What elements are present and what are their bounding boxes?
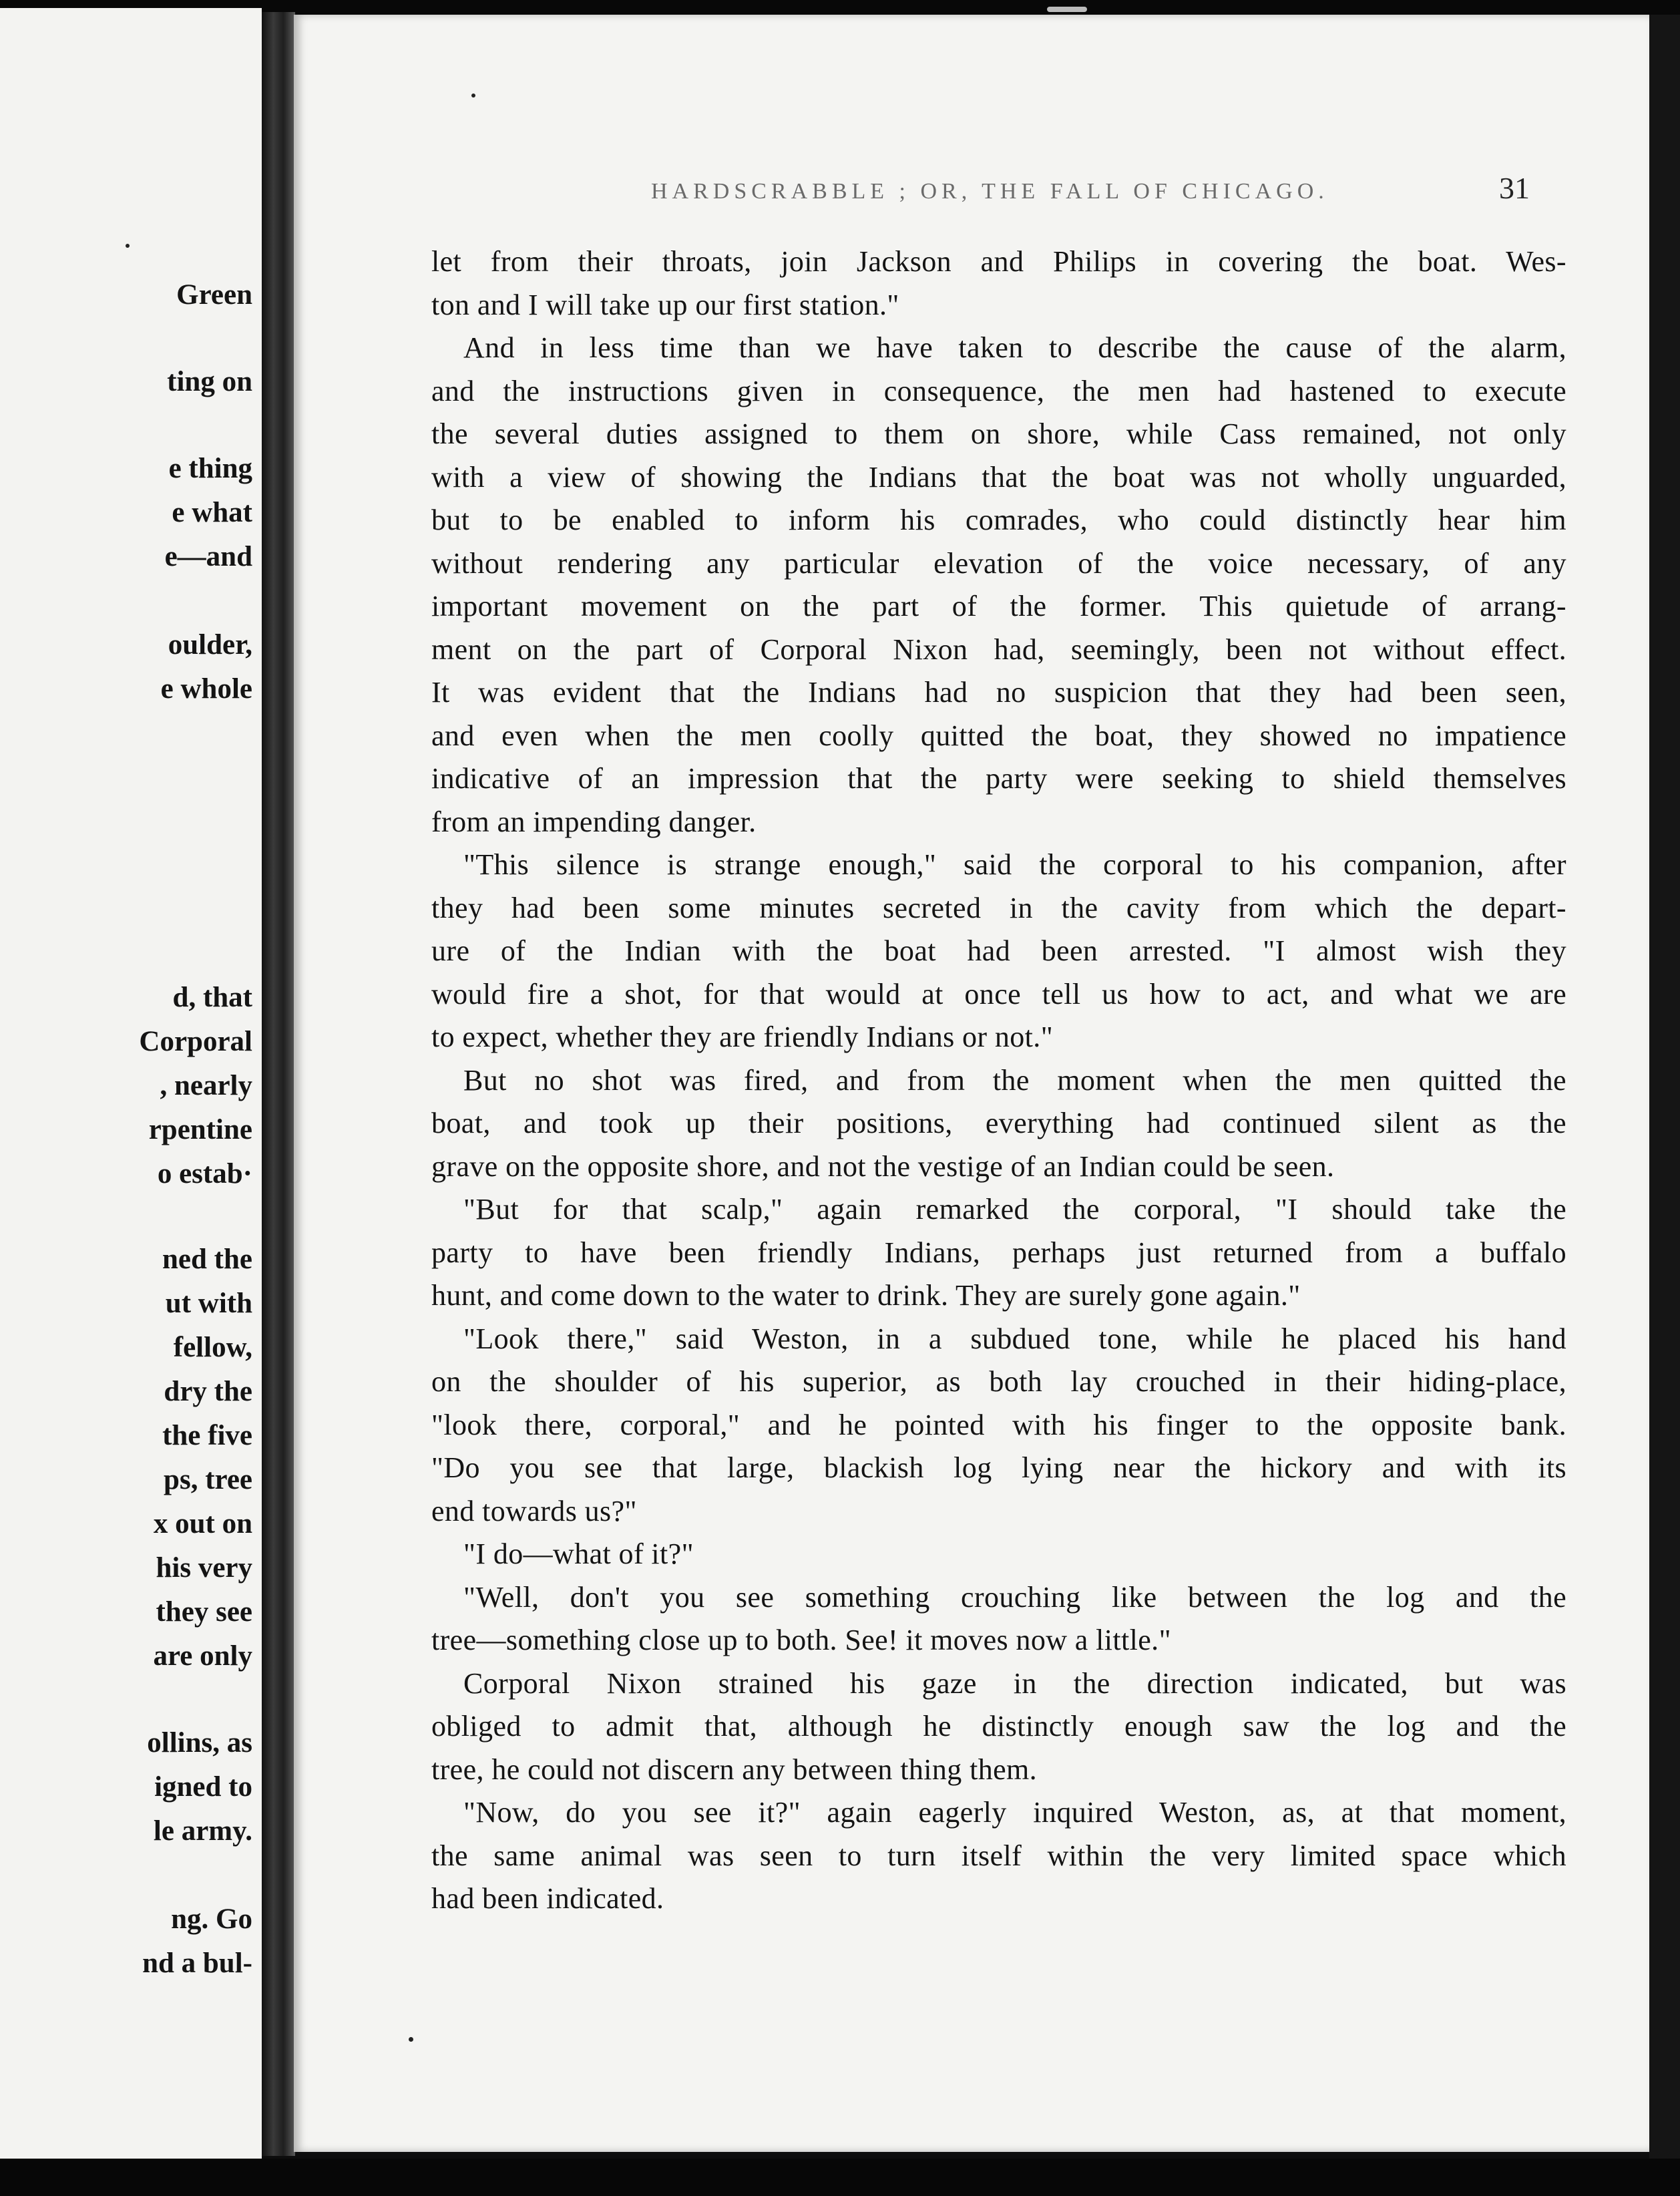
text-line: on the shoulder of his superior, as both lay crouched in their hiding-place, [431, 1365, 1566, 1398]
text-line: would fire a shot, for that would at once tell us how to act, and what we are [431, 977, 1566, 1011]
facing-page-line: ut with [165, 1288, 252, 1319]
text-line: Corporal Nixon strained his gaze in the direction indicated, but was [463, 1666, 1566, 1700]
text-line: the several duties assigned to them on shore, while Cass remained, not only [431, 417, 1566, 450]
text-line: boat, and took up their positions, everything had continued silent as the [431, 1107, 1566, 1139]
text-line: tree—something close up to both. See! it moves now a little." [431, 1624, 1171, 1656]
text-line: they had been some minutes secreted in the cavity from which the depart- [431, 891, 1566, 924]
facing-page-line: Green [176, 279, 252, 311]
text-line: the same animal was seen to turn itself within the very limited space which [431, 1839, 1566, 1872]
facing-page-line: o estab· [157, 1158, 252, 1190]
facing-page-line: e—and [164, 541, 252, 572]
facing-page-line: dry the [164, 1376, 252, 1407]
text-line: And in less time than we have taken to describe the cause of the alarm, [463, 331, 1566, 364]
text-line: "look there, corporal," and he pointed with his finger to the opposite bank. [431, 1408, 1566, 1441]
text-line: indicative of an impression that the party were seeking to shield themselves [431, 762, 1566, 795]
facing-page-line: nd a bul- [142, 1948, 252, 1979]
facing-page-line: rpentine [148, 1114, 252, 1145]
text-line: "Now, do you see it?" again eagerly inquired Weston, as, at that moment, [463, 1796, 1566, 1829]
facing-page-line: le army. [153, 1815, 252, 1847]
facing-page-line: igned to [154, 1771, 252, 1803]
text-line: party to have been friendly Indians, perhaps just returned from a buffalo [431, 1236, 1566, 1269]
text-line: "Look there," said Weston, in a subdued tone, while he placed his hand [463, 1322, 1566, 1355]
text-line: tree, he could not discern any between thing them. [431, 1753, 1038, 1786]
text-line: let from their throats, join Jackson and Philips in covering the boat. Wes- [431, 245, 1566, 278]
scan-border-right [1649, 15, 1680, 2159]
text-line: grave on the opposite shore, and not the vestige of an Indian could be seen. [431, 1149, 1335, 1183]
text-line: ton and I will take up our first station." [431, 288, 899, 321]
scan-border-bottom [0, 2159, 1680, 2196]
facing-page-line: are only [153, 1640, 252, 1672]
facing-page-line: fellow, [173, 1332, 252, 1363]
text-line: But no shot was fired, and from the moment when the men quitted the [463, 1063, 1566, 1097]
facing-page-line: ned the [162, 1244, 252, 1275]
facing-page-fragment [0, 8, 262, 2159]
facing-page-line: ng. Go [171, 1903, 252, 1935]
facing-page-line: x out on [153, 1508, 252, 1539]
facing-page-line: ollins, as [147, 1727, 252, 1759]
facing-page-line: Corporal [139, 1026, 252, 1057]
text-line: to expect, whether they are friendly Indians or not." [431, 1021, 1054, 1053]
facing-page-line: the five [162, 1420, 252, 1451]
facing-page-line: e what [172, 497, 252, 528]
text-line: important movement on the part of the former. This quietude of arrang- [431, 590, 1566, 622]
text-line: "But for that scalp," again remarked the corporal, "I should take the [463, 1193, 1566, 1226]
page-number: 31 [1499, 171, 1530, 205]
text-line: had been indicated. [431, 1882, 664, 1915]
text-line: with a view of showing the Indians that the boat was not wholly unguarded, [431, 460, 1566, 494]
text-line: "This silence is strange enough," said the corporal to his companion, after [463, 848, 1566, 881]
text-line: end towards us?" [431, 1494, 637, 1527]
facing-page-line: ting on [167, 366, 252, 397]
facing-page-line: e thing [168, 453, 252, 484]
text-line: "Well, don't you see something crouching like between the log and the [463, 1580, 1566, 1614]
text-line: "Do you see that large, blackish log lying near the hickory and with its [431, 1451, 1566, 1484]
facing-page-line: , nearly [160, 1070, 252, 1101]
text-line: but to be enabled to inform his comrades, who could distinctly hear him [431, 504, 1566, 536]
text-line: without rendering any particular elevation of the voice necessary, of any [431, 546, 1566, 580]
running-head: HARDSCRABBLE ; OR, THE FALL OF CHICAGO. [651, 179, 1329, 204]
text-line: ment on the part of Corporal Nixon had, seemingly, been not without effect. [431, 632, 1566, 666]
facing-page-line: oulder, [168, 629, 252, 661]
facing-page-line: e whole [160, 673, 252, 705]
text-line: from an impending danger. [431, 805, 757, 838]
facing-page-line: ps, tree [164, 1464, 252, 1495]
text-line: "I do—what of it?" [463, 1537, 694, 1570]
text-line: It was evident that the Indians had no suspicion that they had been seen, [431, 676, 1566, 709]
text-line: obliged to admit that, although he distinctly enough saw the log and the [431, 1710, 1566, 1743]
facing-page-line: his very [156, 1552, 252, 1584]
text-line: and the instructions given in consequence, the men had hastened to execute [431, 374, 1566, 407]
book-gutter [262, 12, 295, 2156]
text-line: and even when the men coolly quitted the boat, they showed no impatience [431, 719, 1566, 752]
facing-page-line: d, that [172, 982, 252, 1013]
facing-page-line: they see [156, 1596, 252, 1628]
text-line: hunt, and come down to the water to drink. They are surely gone again." [431, 1279, 1301, 1312]
text-line: ure of the Indian with the boat had been arrested. "I almost wish they [431, 934, 1566, 967]
body-text [431, 240, 1566, 1921]
